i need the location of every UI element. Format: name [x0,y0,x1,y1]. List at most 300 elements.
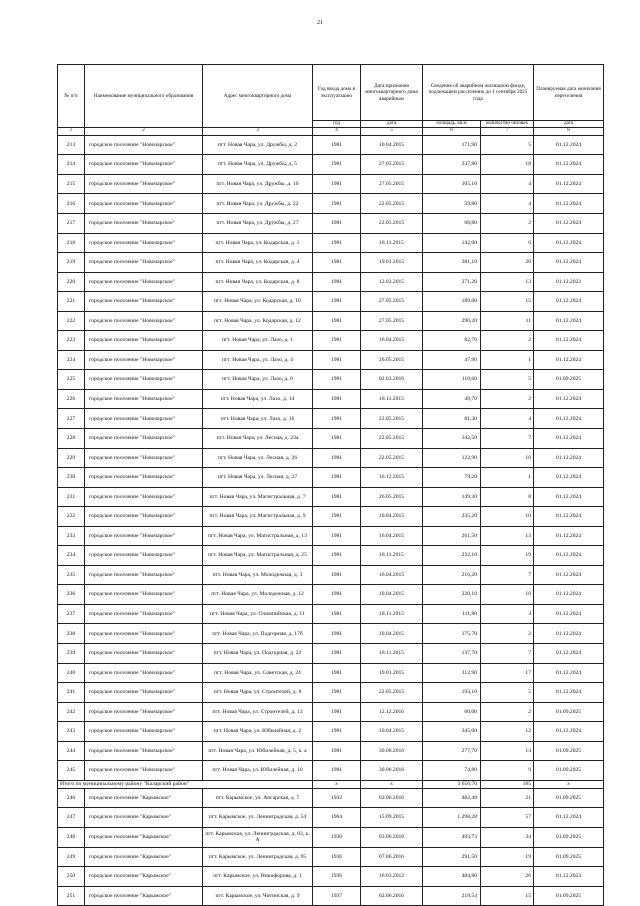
area-cell: 47,90 [423,350,481,370]
recognition-date-cell: 16.03.2012 [361,867,423,887]
row-number: 236 [58,585,85,605]
recognition-date-cell: 22.05.2015 [361,429,423,449]
people-count-cell: 18 [481,155,534,175]
total-label: Итого по муниципальному району "Каларский район" [58,780,313,788]
year-cell: 1981 [313,468,361,488]
municipality-cell: городское поселение "Новочарское" [85,272,203,292]
row-number: 251 [58,886,85,906]
recognition-date-cell: 27.05.2015 [361,292,423,312]
recognition-date-cell: 18.11.2015 [361,233,423,253]
municipality-cell: городское поселение "Новочарское" [85,370,203,390]
address-cell: пгт. Новая Чара, ул. Подгорная, д. 22 [203,644,313,664]
row-number: 238 [58,624,85,644]
municipality-cell: городское поселение "Новочарское" [85,585,203,605]
recognition-date-cell: 10.04.2015 [361,624,423,644]
year-cell: 1936 [313,847,361,867]
people-count-cell: 10 [481,507,534,527]
people-count-cell: 9 [481,761,534,781]
table-row [58,448,604,468]
area-cell: 232,10 [423,546,481,566]
recognition-date-cell: 30.06.2016 [361,761,423,781]
planned-date-cell: 01.12.2024 [534,585,604,605]
address-cell: пгт. Новая Чара, ул. Кодарская, д. 8 [203,272,313,292]
year-cell: 1981 [313,253,361,273]
address-cell: пгт. Новая Чара, ул. Кодарская, д. 10 [203,292,313,312]
row-number: 222 [58,311,85,331]
table-body [58,135,604,905]
planned-date-cell: 01.12.2024 [534,350,604,370]
column-number: 2 [85,128,203,135]
area-cell: 493,73 [423,827,481,847]
planned-date-cell: 01.12.2024 [534,507,604,527]
people-count-cell: 34 [481,827,534,847]
table-row [58,867,604,887]
year-cell: 1936 [313,827,361,847]
address-cell: пгт. Новая Чара, ул. Магистральная, д. 7 [203,487,313,507]
table-row [58,722,604,742]
total-area: 3 656,70 [423,780,481,788]
address-cell: пгт. Карымское, ул. Ленинградская, д. 83, к. А [203,827,313,847]
address-cell: пгт. Новая Чара, ул. Олимпийская, д. 11 [203,604,313,624]
column-number: 5 [361,128,423,135]
address-cell: пгт. Новая Чара, ул. Дружбы, д. 27 [203,214,313,234]
subheader-people: количество человек [481,121,534,128]
people-count-cell: 7 [481,565,534,585]
municipality-cell: городское поселение "Новочарское" [85,604,203,624]
address-cell: пгт. Новая Чара, ул. Дружбы, д. 10 [203,174,313,194]
planned-date-cell: 01.12.2024 [534,808,604,828]
row-number: 218 [58,233,85,253]
recognition-date-cell: 22.05.2015 [361,214,423,234]
row-number: 246 [58,788,85,808]
table-row [58,663,604,683]
address-cell: пгт. Новая Чара, ул. Лазо, д. 16 [203,409,313,429]
table-row [58,194,604,214]
column-number: 1 [58,128,85,135]
table-row [58,761,604,781]
address-cell: пгт. Новая Чара, ул. Строителей, д. 8 [203,683,313,703]
table-row [58,409,604,429]
recognition-date-cell: 16.04.2015 [361,331,423,351]
people-count-cell: 10 [481,585,534,605]
people-count-cell: 26 [481,867,534,887]
recognition-date-cell: 22.05.2015 [361,194,423,214]
people-count-cell: 11 [481,311,534,331]
address-cell: пгт. Новая Чара, ул. Магистральная, д. 9 [203,507,313,527]
people-count-cell: 2 [481,331,534,351]
table-row [58,214,604,234]
planned-date-cell: 01.12.2024 [534,644,604,664]
area-cell: 189,00 [423,292,481,312]
municipality-cell: городское поселение "Новочарское" [85,722,203,742]
municipality-cell: городское поселение "Новочарское" [85,448,203,468]
area-cell: 235,20 [423,507,481,527]
total-year: x [313,780,361,788]
row-number: 244 [58,741,85,761]
people-count-cell: 8 [481,487,534,507]
subheader-year: год [313,121,361,128]
address-cell: пгт. Новая Чара, ул. Лазо, д. 6 [203,370,313,390]
year-cell: 1981 [313,546,361,566]
area-cell: 142,00 [423,233,481,253]
table-row [58,174,604,194]
planned-date-cell: 01.12.2024 [534,174,604,194]
municipality-cell: городское поселение "Новочарское" [85,214,203,234]
address-cell: пгт. Новая Чара, ул. Кодарская, д. 1 [203,233,313,253]
header-recognition-date: Дата признания многоквартирного дома аварийным [361,65,423,121]
recognition-date-cell: 18.11.2015 [361,389,423,409]
column-number: 3 [203,128,313,135]
people-count-cell: 12 [481,722,534,742]
planned-date-cell: 01.09.2025 [534,370,604,390]
total-row [58,780,604,788]
area-cell: 218,54 [423,886,481,906]
people-count-cell: 2 [481,624,534,644]
planned-date-cell: 01.09.2025 [534,827,604,847]
planned-date-cell: 01.12.2024 [534,429,604,449]
year-cell: 1981 [313,350,361,370]
recognition-date-cell: 10.04.2015 [361,722,423,742]
row-number: 225 [58,370,85,390]
table-row [58,624,604,644]
column-number: 8 [534,128,604,135]
table-row [58,389,604,409]
year-cell: 1981 [313,233,361,253]
recognition-date-cell: 10.04.2015 [361,135,423,155]
planned-date-cell: 01.12.2024 [534,292,604,312]
header-num: № п/п [58,65,85,128]
row-number: 237 [58,604,85,624]
people-count-cell: 2 [481,702,534,722]
row-number: 216 [58,194,85,214]
table-row [58,886,604,906]
address-cell: пгт. Карымское, ул. Читинская, д. 9 [203,886,313,906]
recognition-date-cell: 16.04.2015 [361,565,423,585]
planned-date-cell: 01.12.2024 [534,468,604,488]
address-cell: пгт. Новая Чара, ул. Строителей, д. 13 [203,702,313,722]
housing-register-table [57,64,604,906]
page-number: 21 [317,20,323,26]
year-cell: 1981 [313,272,361,292]
people-count-cell: 7 [481,429,534,449]
municipality-cell: городское поселение "Новочарское" [85,155,203,175]
row-number: 221 [58,292,85,312]
address-cell: пгт. Новая Чара, ул. Кодарская, д. 4 [203,253,313,273]
planned-date-cell: 01.12.2024 [534,526,604,546]
address-cell: пгт. Новая Чара, ул. Дружбы, д. 2 [203,135,313,155]
year-cell: 1981 [313,663,361,683]
planned-date-cell: 01.12.2024 [534,331,604,351]
column-number: 4 [313,128,361,135]
address-cell: пгт. Карымское, ул. Ленинградская, д. 95 [203,847,313,867]
row-number: 220 [58,272,85,292]
year-cell: 1981 [313,155,361,175]
area-cell: 79,20 [423,468,481,488]
people-count-cell: 19 [481,546,534,566]
people-count-cell: 14 [481,741,534,761]
table-row [58,788,604,808]
row-number: 240 [58,663,85,683]
people-count-cell: 17 [481,663,534,683]
people-count-cell: 13 [481,272,534,292]
area-cell: 142,50 [423,429,481,449]
planned-date-cell: 01.12.2024 [534,135,604,155]
address-cell: пгт. Новая Чара, ул. Магистральная, д. 13 [203,526,313,546]
area-cell: 105,10 [423,174,481,194]
table-row [58,370,604,390]
people-count-cell: 20 [481,253,534,273]
row-number: 213 [58,135,85,155]
municipality-cell: городское поселение "Новочарское" [85,174,203,194]
table-row [58,702,604,722]
municipality-cell: городское поселение "Новочарское" [85,331,203,351]
table-row [58,507,604,527]
year-cell: 1981 [313,487,361,507]
municipality-cell: городское поселение "Новочарское" [85,350,203,370]
area-cell: 60,00 [423,702,481,722]
address-cell: пгт. Новая Чара, ул. Лазо, д. 1 [203,331,313,351]
address-cell: пгт. Новая Чара, ул. Лесная, д. 26 [203,448,313,468]
year-cell: 1932 [313,788,361,808]
recognition-date-cell: 22.05.2015 [361,683,423,703]
row-number: 231 [58,487,85,507]
area-cell: 271,20 [423,272,481,292]
planned-date-cell: 01.12.2024 [534,565,604,585]
people-count-cell: 13 [481,526,534,546]
table-row [58,585,604,605]
recognition-date-cell: 02.06.2016 [361,788,423,808]
area-cell: 149,30 [423,487,481,507]
municipality-cell: городское поселение "Новочарское" [85,292,203,312]
area-cell: 111,80 [423,604,481,624]
address-cell: пгт. Новая Чара, ул. Советская, д. 24 [203,663,313,683]
area-cell: 345,00 [423,722,481,742]
year-cell: 1981 [313,370,361,390]
table-row [58,155,604,175]
year-cell: 1981 [313,409,361,429]
address-cell: пгт. Новая Чара, ул. Юбилейная, д. 10 [203,761,313,781]
area-cell: 82,70 [423,331,481,351]
recognition-date-cell: 10.04.2015 [361,585,423,605]
recognition-date-cell: 02.06.2016 [361,886,423,906]
year-cell: 1981 [313,448,361,468]
municipality-cell: городское поселение "Новочарское" [85,546,203,566]
year-cell: 1981 [313,292,361,312]
address-cell: пгт. Новая Чара, ул. Молодежная, д. 3 [203,565,313,585]
people-count-cell: 7 [481,644,534,664]
row-number: 229 [58,448,85,468]
total-date: x [361,780,423,788]
year-cell: 1981 [313,722,361,742]
year-cell: 1981 [313,683,361,703]
row-number: 241 [58,683,85,703]
municipality-cell: городское поселение "Новочарское" [85,663,203,683]
recognition-date-cell: 16.12.2015 [361,468,423,488]
table-row [58,827,604,847]
people-count-cell: 10 [481,448,534,468]
address-cell: пгт. Новая Чара, ул. Дружбы, д. 5 [203,155,313,175]
recognition-date-cell: 12.12.2016 [361,702,423,722]
year-cell: 1936 [313,867,361,887]
municipality-cell: городское поселение "Новочарское" [85,389,203,409]
planned-date-cell: 01.09.2025 [534,847,604,867]
year-cell: 1981 [313,526,361,546]
planned-date-cell: 01.12.2024 [534,253,604,273]
people-count-cell: 57 [481,808,534,828]
table-row [58,292,604,312]
municipality-cell: городское поселение "Новочарское" [85,429,203,449]
planned-date-cell: 01.12.2024 [534,604,604,624]
year-cell: 1981 [313,214,361,234]
row-number: 217 [58,214,85,234]
table-row [58,847,604,867]
planned-date-cell: 01.12.2024 [534,409,604,429]
people-count-cell: 2 [481,214,534,234]
recognition-date-cell: 30.06.2016 [361,741,423,761]
area-cell: 482,48 [423,788,481,808]
row-number: 248 [58,827,85,847]
recognition-date-cell: 18.11.2015 [361,546,423,566]
table-row [58,331,604,351]
recognition-date-cell: 03.06.2016 [361,827,423,847]
address-cell: пгт. Новая Чара, ул. Магистральная, д. 25 [203,546,313,566]
people-count-cell: 4 [481,604,534,624]
address-cell: пгт. Новая Чара, ул. Лесная, д. 23а [203,429,313,449]
planned-date-cell: 01.12.2024 [534,194,604,214]
area-cell: 122,90 [423,448,481,468]
address-cell: пгт. Карымское, ул. Никифорова, д. 1 [203,867,313,887]
year-cell: 1937 [313,886,361,906]
year-cell: 1981 [313,565,361,585]
row-number: 250 [58,867,85,887]
planned-date-cell: 01.12.2024 [534,155,604,175]
row-number: 242 [58,702,85,722]
address-cell: пгт. Новая Чара, ул. Лазо, д. 4 [203,350,313,370]
recognition-date-cell: 26.05.2015 [361,487,423,507]
municipality-cell: городское поселение "Карымское" [85,808,203,828]
recognition-date-cell: 22.05.2015 [361,448,423,468]
planned-date-cell: 01.09.2025 [534,702,604,722]
people-count-cell: 5 [481,135,534,155]
subheader-area: площадь, кв.м [423,121,481,128]
area-cell: 290,20 [423,311,481,331]
people-count-cell: 4 [481,194,534,214]
planned-date-cell: 01.09.2025 [534,741,604,761]
municipality-cell: городское поселение "Новочарское" [85,253,203,273]
area-cell: 74,80 [423,761,481,781]
area-cell: 137,70 [423,644,481,664]
planned-date-cell: 01.12.2023 [534,867,604,887]
municipality-cell: городское поселение "Новочарское" [85,409,203,429]
planned-date-cell: 01.12.2024 [534,624,604,644]
year-cell: 1981 [313,389,361,409]
row-number: 247 [58,808,85,828]
municipality-cell: городское поселение "Карымское" [85,847,203,867]
recognition-date-cell: 10.04.2015 [361,507,423,527]
row-number: 239 [58,644,85,664]
row-number: 235 [58,565,85,585]
subheader-plan-date: дата [534,121,604,128]
row-number: 228 [58,429,85,449]
municipality-cell: городское поселение "Карымское" [85,827,203,847]
people-count-cell: 15 [481,292,534,312]
planned-date-cell: 01.12.2024 [534,311,604,331]
area-cell: 171,90 [423,135,481,155]
municipality-cell: городское поселение "Новочарское" [85,194,203,214]
recognition-date-cell: 26.05.2015 [361,350,423,370]
planned-date-cell: 01.12.2024 [534,683,604,703]
area-cell: 291,50 [423,847,481,867]
table-row [58,350,604,370]
planned-date-cell: 01.12.2024 [534,546,604,566]
municipality-cell: городское поселение "Новочарское" [85,507,203,527]
row-number: 243 [58,722,85,742]
municipality-cell: городское поселение "Новочарское" [85,702,203,722]
address-cell: пгт. Новая Чара, ул. Дружбы, д. 22 [203,194,313,214]
year-cell: 1981 [313,194,361,214]
header-address: Адрес многоквартирного дома [203,65,313,128]
address-cell: пгт. Новая Чара, ул. Юбилейная, д. 2 [203,722,313,742]
row-number: 223 [58,331,85,351]
area-cell: 49,70 [423,389,481,409]
municipality-cell: городское поселение "Новочарское" [85,135,203,155]
table-row [58,683,604,703]
recognition-date-cell: 18.11.2015 [361,644,423,664]
people-count-cell: 1 [481,468,534,488]
recognition-date-cell: 02.03.2016 [361,370,423,390]
table-row [58,604,604,624]
year-cell: 1981 [313,331,361,351]
table-row [58,233,604,253]
area-cell: 216,20 [423,565,481,585]
year-cell: 1981 [313,429,361,449]
recognition-date-cell: 22.05.2015 [361,409,423,429]
column-number: 7 [481,128,534,135]
address-cell: пгт. Новая Чара, ул. Молодежная, д. 12 [203,585,313,605]
recognition-date-cell: 12.03.2015 [361,272,423,292]
year-cell: 1981 [313,585,361,605]
municipality-cell: городское поселение "Новочарское" [85,683,203,703]
planned-date-cell: 01.12.2024 [534,214,604,234]
area-cell: 261,50 [423,526,481,546]
municipality-cell: городское поселение "Новочарское" [85,233,203,253]
recognition-date-cell: 18.11.2015 [361,604,423,624]
municipality-cell: городское поселение "Новочарское" [85,311,203,331]
year-cell: 1981 [313,644,361,664]
year-cell: 1981 [313,311,361,331]
people-count-cell: 19 [481,847,534,867]
table-row [58,741,604,761]
year-cell: 1964 [313,808,361,828]
municipality-cell: городское поселение "Карымское" [85,867,203,887]
recognition-date-cell: 27.05.2015 [361,155,423,175]
planned-date-cell: 01.09.2025 [534,886,604,906]
people-count-cell: 15 [481,886,534,906]
table-row [58,644,604,664]
people-count-cell: 6 [481,233,534,253]
table-row [58,135,604,155]
table-row [58,311,604,331]
recognition-date-cell: 19.01.2015 [361,253,423,273]
recognition-date-cell: 07.06.2016 [361,847,423,867]
table-row [58,487,604,507]
area-cell: 193,10 [423,683,481,703]
municipality-cell: городское поселение "Карымское" [85,886,203,906]
planned-date-cell: 01.12.2024 [534,722,604,742]
address-cell: пгт. Новая Чара, ул. Лазо, д. 14 [203,389,313,409]
table-row [58,546,604,566]
address-cell: пгт. Новая Чара, ул. Кодарская, д. 12 [203,311,313,331]
